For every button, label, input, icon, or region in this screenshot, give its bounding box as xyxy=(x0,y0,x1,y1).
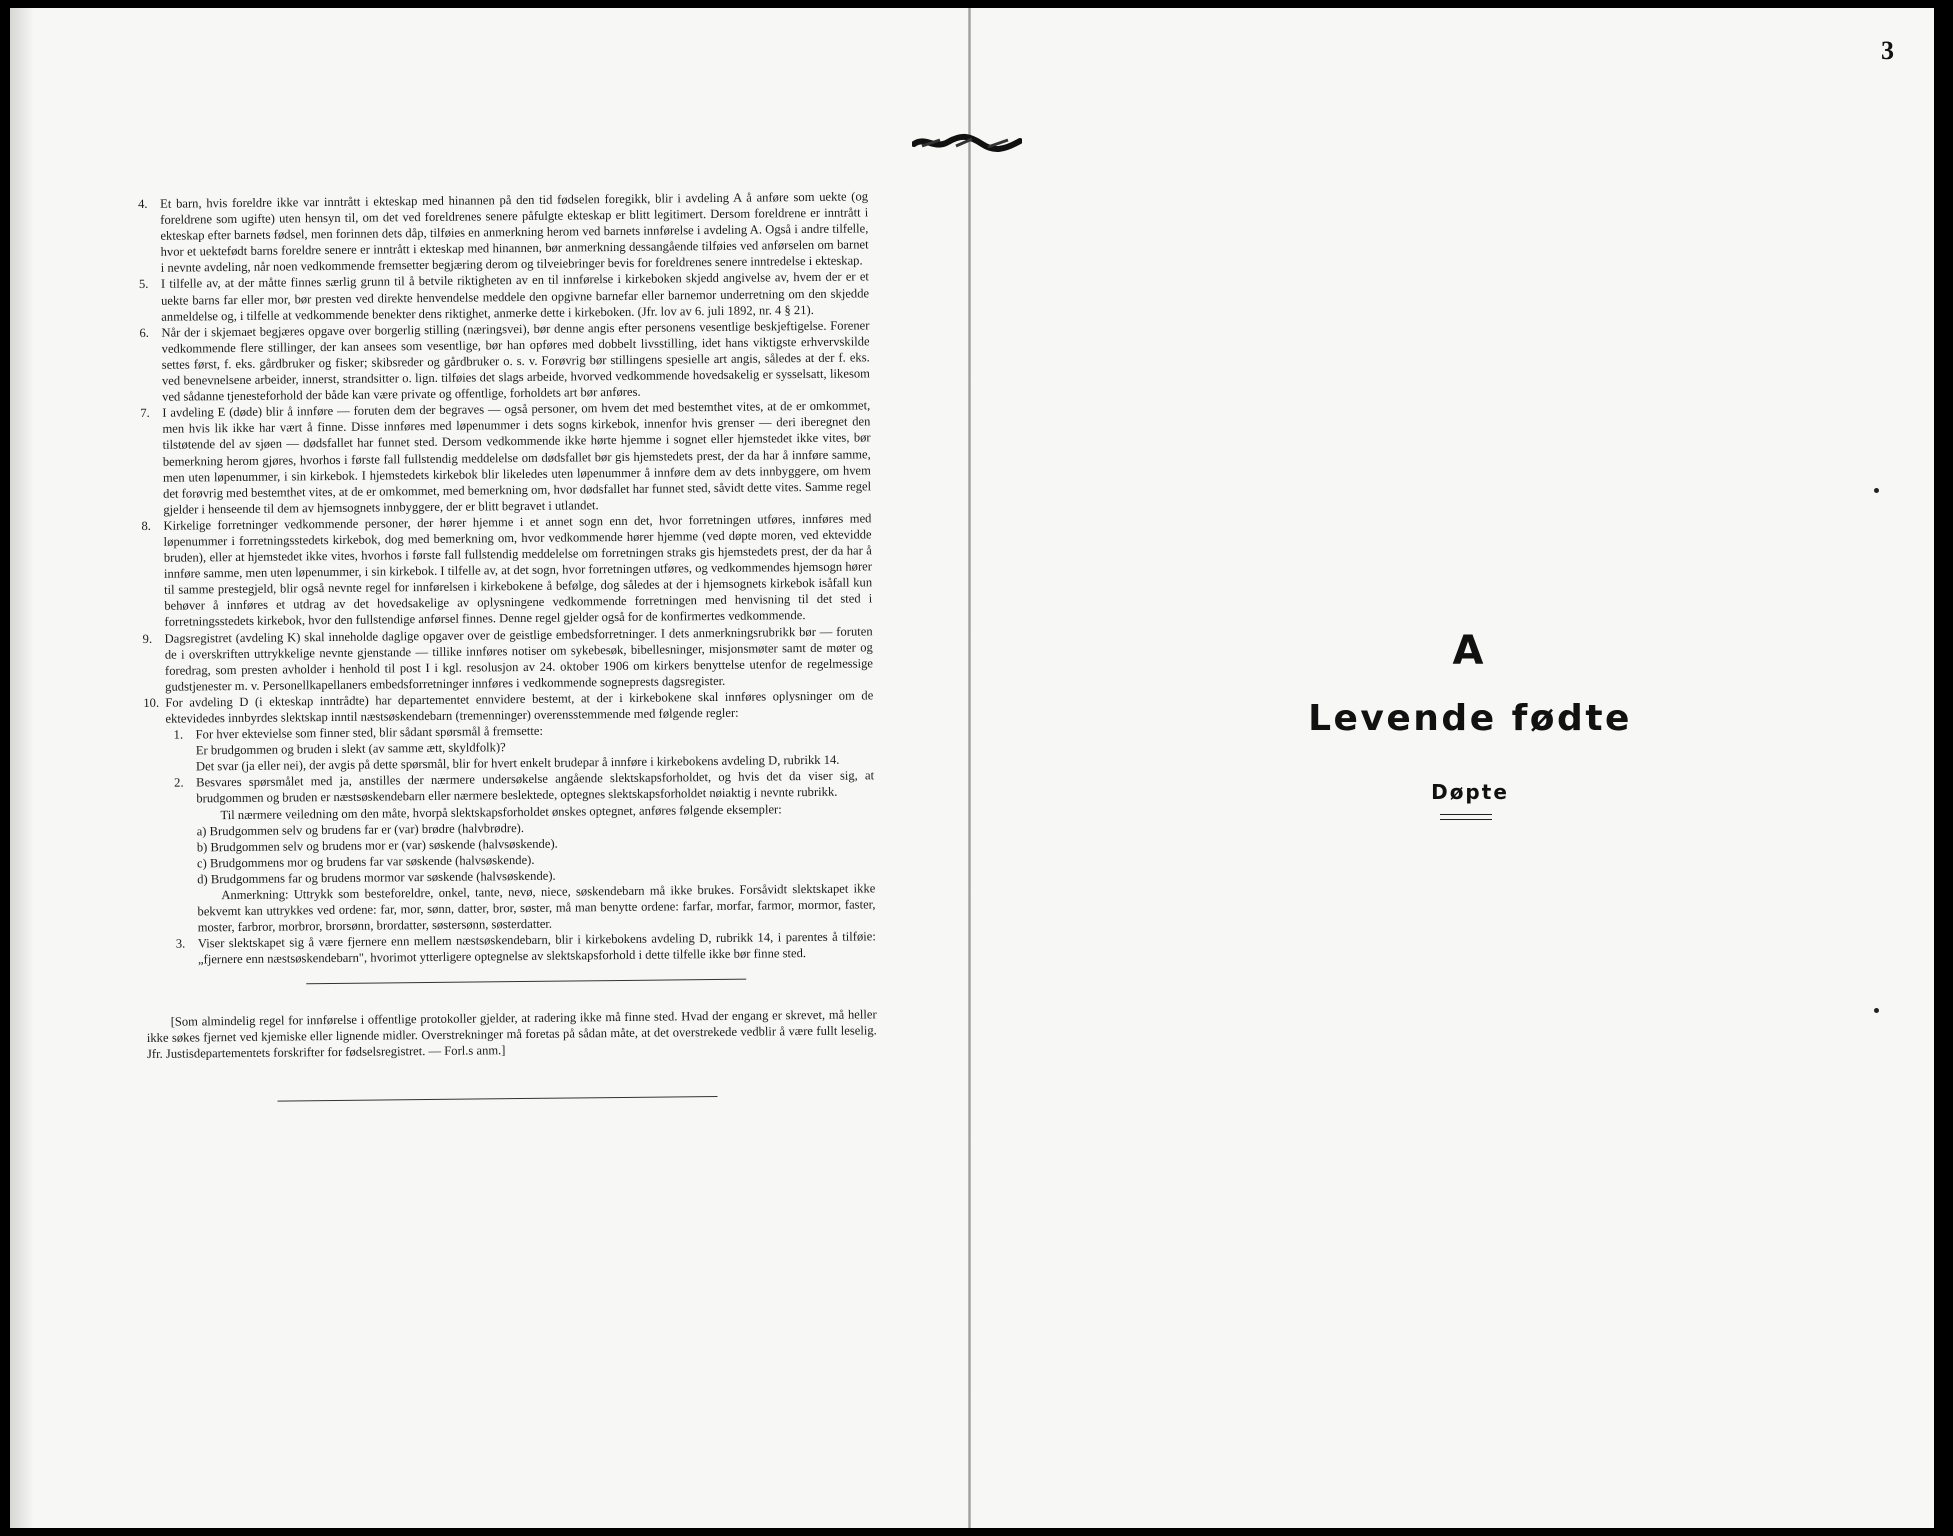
subrule-item xyxy=(174,719,874,775)
subrule-item xyxy=(176,929,876,969)
example-item: a) Brudgommen selv og brudens far er (var) brødre (halvbrødre). xyxy=(196,820,525,839)
subrule-guide: Til nærmere veiledning om den måte, hvorpå slektskapsforholdet ønskes optegnet, anføres følgende eksempler: xyxy=(220,801,782,822)
rule-text: Kirkelige forretninger vedkommende personer, der hører hjemme i et annet sogn enn det, hvor forretningen utføres, innføres med løpenummer i forretningsstedets kirkebok, dog med bemerkning om, hvor vedkommende hører hjemme (ved døpte moren, ved ektevidde bruden), eller at hjemstedet ikke vites, hvorhos i første fall fullstendig meddelelse om forretningen straks gis hjemstedets prest, der da har å innføre samme, men uten løpenummer, i sin kirkebok. I tilfelle av, at det sogn, hvor forretningen utføres, og vedkommendes hjemsogn hører til samme prestegjeld, blir også nevnte regel for innførelsen i kirkebokene å befølge, dog således at der i hjemsognets kirkebok isåfall kun behøver å innføres et utdrag av det hovedsakelige av oplysningene vedkommende forretningen med henvisning til det sted i forretningsstedets kirkebok, hvor den fullstendige anførsel finnes. Denne regel gjelder også for de konfirmertes vedkommende. xyxy=(163,511,873,630)
divider-line xyxy=(306,978,746,984)
rule-item xyxy=(138,188,869,276)
rule-number: 9. xyxy=(142,631,153,646)
subrule-text: Besvares spørsmålet med ja, anstilles der nærmere undersøkelse angående slektskapsforholdet, og hvis det da viser sig, at brudgommen og bruden er næstsøskendebarn eller nærmere beslektede, optegnes slektskapsforholdet nøiaktig i nevnte rubrikk. xyxy=(196,768,875,806)
rule-number: 6. xyxy=(139,325,149,340)
rule-number: 7. xyxy=(140,406,150,421)
remark-text: Anmerkning: Uttrykk som besteforeldre, onkel, tante, nevø, niece, søskendebarn må ikke brukes. Forsåvidt slektskapet ikke bekvemt kan uttrykkes ved ordene: far, mor, sønn, datter, bror, søster, må man benytte ordene: farfar, morfar, farmor, mormor, faster, moster, farbror, morbror, brorsønn, brordatter, søstersønn, søsterdatter. xyxy=(197,881,876,935)
rule-number: 5. xyxy=(138,277,149,292)
book-gutter xyxy=(968,8,971,1528)
subrule-question: Er brudgommen og bruden i slekt (av samme ætt, skyldfolk)? xyxy=(195,740,506,758)
page-number: 3 xyxy=(1881,36,1894,65)
rule-number: 4. xyxy=(138,196,148,211)
subrule-text: For hver ektevielse som finner sted, blir sådant spørsmål å fremsette: xyxy=(195,723,543,742)
instructions-text xyxy=(138,188,877,1102)
section-title: Levende fødte xyxy=(1308,698,1632,739)
example-item: d) Brudgommens far og brudens mormor var søskende (halvsøskende). xyxy=(197,868,556,887)
section-letter: A xyxy=(1452,628,1484,674)
page-edge-shadow xyxy=(10,8,34,1528)
subrule-text: Viser slektskapet sig å være fjernere enn mellem næstsøskendebarn, blir i kirkebokens avdeling D, rubrikk 14, i parentes å tilføie: „fjernere enn næstsøskendebarn", hvorimot ytterligere optegnelse av slektskapsforhold i dette tilfelle ikke bør finne sted. xyxy=(197,929,876,967)
subrule-number: 2. xyxy=(174,775,184,791)
rule-item xyxy=(143,623,874,695)
footnote-text: [Som almindelig regel for innførelse i offentlige protokoller gjelder, at radering ikke må finne sted. Hvad der engang er skrevet, må heller ikke søkes fjernet ved kjemiske eller lignende midler. Overstrekninger må foretas på sådan måte, at det overstrekede vedblir å være fullt leselig. Jfr. Justisdepartementets forskrifter for fødselsregistret. — Forl.s anm.] xyxy=(146,1006,877,1061)
rule-text: Når der i skjemaet begjæres opgave over borgerlig stilling (næringsvei), bør denne angis efter personens vesentlige beskjeftigelse. Forener vedkommende flere stillinger, der kan ansees som vesentlige, bør han opføres med dobbelt livsstilling, idet hans viktigste erhvervskilde settes først, f. eks. gårdbruker og fisker; skibsreder og gårdbruker o. s. v. Forøvrig bør stillingens spesielle art angis, således at der f. eks. ved benevnelsene arbeider, innerst, strandsitter o. lign. tilføies det slags arbeide, hvorved vedkommende hovedsakelig er sysselsatt, likesom ved sådanne tjenesteforhold der både kan være private og offentlige, forholdets art bør anføres. xyxy=(161,318,870,404)
rule-text: Dagsregistret (avdeling K) skal inneholde daglige opgaver over de geistlige embedsforretninger. I dets anmerkningsrubrikk bør — foruten de i overskriften uttrykkelige nevnte gjenstande — tillike innføres notiser om sykebesøk, bibellesninger, misjonsmøter samt de møter og foredrag, som presten avholder i henhold til post I i kgl. resolusjon av 24. oktober 1906 om kirkers benyttelse utenfor de regelmessige gudstjenester m. v. Personellkapellaners embedsforretninger innføres i vedkommende sogneprests dagsregister. xyxy=(164,623,874,694)
section-subtitle: Døpte xyxy=(1431,780,1509,804)
rule-item xyxy=(139,317,870,405)
rule-item xyxy=(139,269,869,325)
rule-item xyxy=(140,398,871,518)
example-item: c) Brudgommens mor og brudens far var søskende (halvsøskende). xyxy=(196,852,535,871)
example-item: b) Brudgommen selv og brudens mor er (var) søskende (halvsøskende). xyxy=(196,836,558,855)
subrule-item xyxy=(174,768,876,936)
rule-item xyxy=(141,510,872,630)
subrule-number: 3. xyxy=(175,936,186,951)
rule-text: Et barn, hvis foreldre ikke var inntrått i ekteskap med hinannen på den tid fødselen foregikk, blir i avdeling A å anføre som uekte (og foreldrene som ugifte) uten hensyn til, om det ved foreldrenes senere påfulgte ekteskap er blitt legitimert. Dersom foreldrene er inntrått i ekteskap efter barnets fødsel, men forinnen dets dåp, tilføies en anmerkning herom ved barnets innførelse i avdeling A. Også i andre tilfelle, hvor et uektefødt barns foreldre senere er inntrått i ekteskap med hinannen, bør anmerkning dessangående tilføies ved anførselen om barnet i nevnte avdeling, når noen vedkommende fremsetter begjæring derom og tilveiebringer bevis for foreldrenes senere inntredelse i ekteskap. xyxy=(160,189,869,276)
document-spread xyxy=(10,8,1934,1528)
rule-text: For avdeling D (i ekteskap inntrådte) har departementet ennvidere bestemt, at der i kirkebokene skal innføres oplysninger om de ektevidedes innbyrdes slektskap inntil næstsøskendebarn (tremenninger) overensstemmende med følgende regler: xyxy=(165,688,874,726)
punch-mark xyxy=(1874,1008,1879,1013)
double-rule-divider xyxy=(1440,814,1492,820)
punch-mark xyxy=(1874,488,1879,493)
rule-text: I avdeling E (døde) blir å innføre — foruten dem der begraves — også personer, om hvem det med bestemthet vites, at de er omkommet, men hvis lik ikke har vært å finne. Disse innføres med løpenummer i dets sogns kirkebok, innenfor hvis grenser — deri iberegnet den tilstøtende del av sjøen — dødsfallet har funnet sted. Dersom vedkommende ikke hørte hjemme i sognet eller hjemstedet ikke vites, bør bemerkning herom gjøres, hvorhos i første fall fullstendig meddelelse om dødsfallet bør gis hjemstedets prest, der da har å innføre samme, men uten løpenummer, i sin kirkebok. I hjemstedets kirkebok blir likeledes uten løpenummer å innføre dem av dets innbyggere, om hvem det forøvrig med bestemthet vites, at de er omkommet, med bemerkning om, hvor dødsfallet har funnet sted, såvidt dette vites. Samme regel gjelder i henseende til dem av hjemsognets innbyggere, der er blitt begravet i utlandet. xyxy=(162,398,872,517)
divider-line xyxy=(277,1096,717,1102)
subrule-number: 1. xyxy=(173,727,184,742)
rule-text: I tilfelle av, at der måtte finnes særlig grunn til å betvile riktigheten av en til innførelse i kirkeboken skjedd angivelse av, hvem der er et uekte barns far eller mor, bør presten ved direkte henvendelse meddele den opgivne barnefar eller barnemor underretning om den skjedde anmeldelse og, i tilfelle at vedkommende benekter dens riktighet, anmerke dette i kirkeboken. (Jfr. lov av 6. juli 1892, nr. 4 § 21). xyxy=(160,269,870,324)
subrule-answer: Det svar (ja eller nei), der avgis på dette spørsmål, blir for hvert enkelt brudepar å innføre i kirkebokens avdeling D, rubrikk 14. xyxy=(195,752,840,774)
rule-number: 8. xyxy=(141,518,151,533)
binding-thread-icon xyxy=(912,132,1022,154)
rule-number: 10. xyxy=(143,695,160,710)
